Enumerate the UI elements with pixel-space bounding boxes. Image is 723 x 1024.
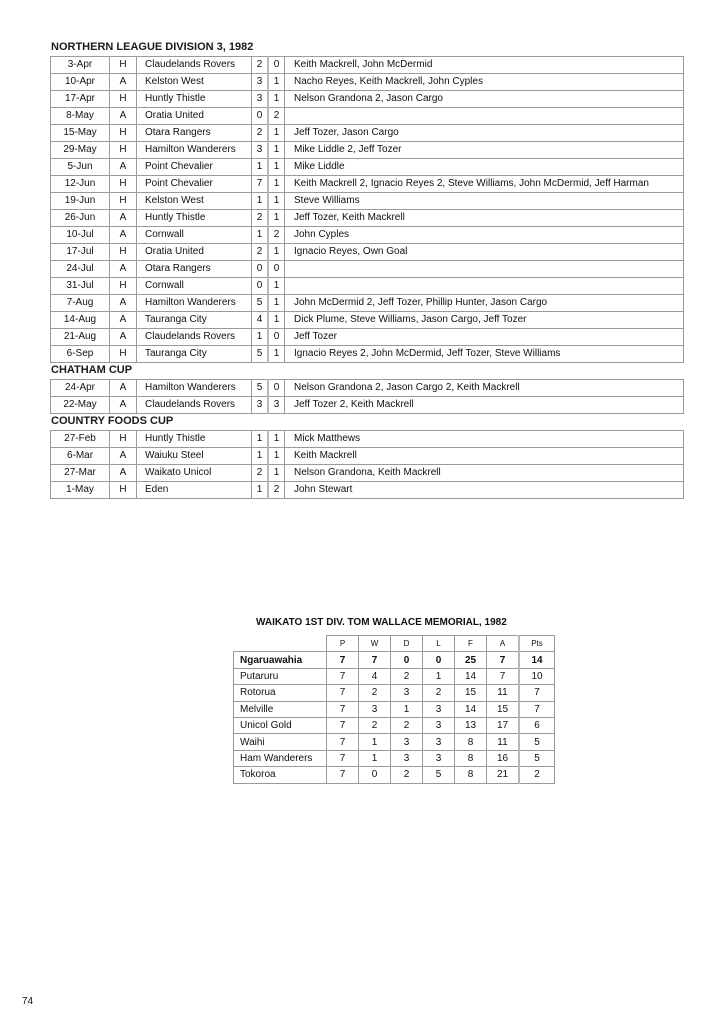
goals-against: 1	[268, 448, 285, 465]
goals-for: 2	[252, 210, 269, 227]
cell-pts: 5	[519, 750, 555, 766]
match-row	[51, 108, 684, 125]
goals-against: 1	[268, 346, 285, 363]
northern-league-title: NORTHERN LEAGUE DIVISION 3, 1982	[51, 41, 254, 53]
home-away: H	[110, 431, 137, 448]
cell-d: 2	[391, 717, 423, 733]
goals-against: 1	[268, 193, 285, 210]
opponent: Eden	[137, 482, 252, 499]
cell-a: 7	[487, 668, 520, 684]
opponent: Waiuku Steel	[137, 448, 252, 465]
match-row	[51, 244, 684, 261]
goal-scorers	[285, 108, 684, 125]
goals-against: 1	[268, 210, 285, 227]
goal-scorers: Nelson Grandona, Keith Mackrell	[285, 465, 684, 482]
cell-pts: 10	[519, 668, 555, 684]
league-table-row	[234, 701, 555, 717]
cell-l: 3	[423, 734, 455, 750]
goal-scorers: Nelson Grandona 2, Jason Cargo 2, Keith Mackrell	[285, 380, 684, 397]
goal-scorers: Jeff Tozer	[285, 329, 684, 346]
cell-w: 1	[359, 750, 391, 766]
goals-against: 0	[268, 261, 285, 278]
home-away: H	[110, 91, 137, 108]
cell-d: 0	[391, 652, 423, 668]
goals-for: 5	[252, 346, 269, 363]
match-date: 21-Aug	[51, 329, 110, 346]
goal-scorers: Keith Mackrell 2, Ignacio Reyes 2, Steve Williams, John McDermid, Jeff Harman	[285, 176, 684, 193]
match-row	[51, 346, 684, 363]
match-date: 27-Feb	[51, 431, 110, 448]
match-row	[51, 74, 684, 91]
match-date: 19-Jun	[51, 193, 110, 210]
match-date: 8-May	[51, 108, 110, 125]
home-away: H	[110, 244, 137, 261]
match-row	[51, 57, 684, 74]
match-row	[51, 329, 684, 346]
cell-l: 1	[423, 668, 455, 684]
cell-l: 3	[423, 717, 455, 733]
goals-for: 3	[252, 397, 269, 414]
cell-p: 7	[327, 717, 359, 733]
home-away: A	[110, 227, 137, 244]
match-row	[51, 91, 684, 108]
match-date: 17-Apr	[51, 91, 110, 108]
cell-pts: 14	[519, 652, 555, 668]
goal-scorers: Mick Matthews	[285, 431, 684, 448]
waikato-table-title: WAIKATO 1ST DIV. TOM WALLACE MEMORIAL, 1982	[256, 617, 507, 628]
cell-d: 1	[391, 701, 423, 717]
league-table-row	[234, 652, 555, 668]
cell-team: Unicol Gold	[234, 717, 327, 733]
chatham-cup-results-table	[50, 379, 684, 414]
goals-for: 3	[252, 74, 269, 91]
home-away: A	[110, 380, 137, 397]
northern-league-results-table	[50, 56, 684, 363]
cell-a: 16	[487, 750, 520, 766]
home-away: H	[110, 346, 137, 363]
goals-for: 1	[252, 448, 269, 465]
goal-scorers: Nacho Reyes, Keith Mackrell, John Cyples	[285, 74, 684, 91]
cell-p: 7	[327, 652, 359, 668]
cell-d: 3	[391, 685, 423, 701]
home-away: A	[110, 448, 137, 465]
match-date: 27-Mar	[51, 465, 110, 482]
match-date: 12-Jun	[51, 176, 110, 193]
goals-for: 3	[252, 91, 269, 108]
cell-team: Rotorua	[234, 685, 327, 701]
opponent: Kelston West	[137, 193, 252, 210]
match-row	[51, 312, 684, 329]
cell-l: 5	[423, 767, 455, 783]
goals-against: 1	[268, 142, 285, 159]
cell-d: 2	[391, 767, 423, 783]
goals-for: 2	[252, 125, 269, 142]
cell-team: Melville	[234, 701, 327, 717]
home-away: A	[110, 295, 137, 312]
cell-l: 3	[423, 701, 455, 717]
goals-for: 1	[252, 159, 269, 176]
goals-against: 2	[268, 108, 285, 125]
opponent: Hamilton Wanderers	[137, 142, 252, 159]
goal-scorers: Steve Williams	[285, 193, 684, 210]
home-away: A	[110, 108, 137, 125]
opponent: Tauranga City	[137, 346, 252, 363]
cell-w: 4	[359, 668, 391, 684]
league-table-header	[234, 636, 555, 652]
cell-l: 2	[423, 685, 455, 701]
match-row	[51, 193, 684, 210]
goal-scorers: Dick Plume, Steve Williams, Jason Cargo, Jeff Tozer	[285, 312, 684, 329]
home-away: A	[110, 74, 137, 91]
opponent: Tauranga City	[137, 312, 252, 329]
match-row	[51, 465, 684, 482]
opponent: Hamilton Wanderers	[137, 295, 252, 312]
goals-against: 0	[268, 329, 285, 346]
match-date: 29-May	[51, 142, 110, 159]
match-row	[51, 431, 684, 448]
chatham-cup-title: CHATHAM CUP	[51, 364, 133, 376]
home-away: H	[110, 278, 137, 295]
opponent: Oratia United	[137, 108, 252, 125]
match-row	[51, 227, 684, 244]
cell-w: 2	[359, 685, 391, 701]
cell-a: 21	[487, 767, 520, 783]
home-away: H	[110, 193, 137, 210]
cell-a: 15	[487, 701, 520, 717]
match-date: 5-Jun	[51, 159, 110, 176]
opponent: Huntly Thistle	[137, 210, 252, 227]
goal-scorers: Jeff Tozer, Jason Cargo	[285, 125, 684, 142]
cell-w: 2	[359, 717, 391, 733]
home-away: H	[110, 125, 137, 142]
goal-scorers: Keith Mackrell	[285, 448, 684, 465]
waikato-league-table	[233, 635, 555, 784]
match-date: 1-May	[51, 482, 110, 499]
cell-w: 7	[359, 652, 391, 668]
opponent: Point Chevalier	[137, 176, 252, 193]
goals-against: 0	[268, 380, 285, 397]
league-table-row	[234, 717, 555, 733]
home-away: A	[110, 261, 137, 278]
cell-f: 15	[455, 685, 487, 701]
goals-against: 3	[268, 397, 285, 414]
league-table-row	[234, 734, 555, 750]
goals-against: 2	[268, 482, 285, 499]
home-away: A	[110, 312, 137, 329]
cell-a: 11	[487, 685, 520, 701]
goals-for: 4	[252, 312, 269, 329]
cell-pts: 7	[519, 685, 555, 701]
match-date: 31-Jul	[51, 278, 110, 295]
goals-for: 2	[252, 465, 269, 482]
cell-d: 3	[391, 750, 423, 766]
opponent: Claudelands Rovers	[137, 397, 252, 414]
cell-a: 7	[487, 652, 520, 668]
goal-scorers: John Cyples	[285, 227, 684, 244]
goals-for: 0	[252, 108, 269, 125]
cell-team: Ngaruawahia	[234, 652, 327, 668]
goals-against: 1	[268, 176, 285, 193]
country-foods-cup-title: COUNTRY FOODS CUP	[51, 415, 174, 427]
match-date: 22-May	[51, 397, 110, 414]
cell-team: Putaruru	[234, 668, 327, 684]
opponent: Otara Rangers	[137, 261, 252, 278]
page-number: 74	[22, 996, 34, 1007]
cell-p: 7	[327, 767, 359, 783]
column-header: F	[455, 636, 487, 652]
goal-scorers: Mike Liddle	[285, 159, 684, 176]
league-table-row	[234, 668, 555, 684]
opponent: Otara Rangers	[137, 125, 252, 142]
cell-f: 8	[455, 750, 487, 766]
match-row	[51, 142, 684, 159]
goals-for: 1	[252, 431, 269, 448]
match-row	[51, 397, 684, 414]
cell-d: 2	[391, 668, 423, 684]
cell-f: 8	[455, 734, 487, 750]
match-row	[51, 380, 684, 397]
goals-against: 1	[268, 91, 285, 108]
match-date: 6-Mar	[51, 448, 110, 465]
column-header: L	[423, 636, 455, 652]
cell-pts: 6	[519, 717, 555, 733]
opponent: Huntly Thistle	[137, 91, 252, 108]
cell-team: Tokoroa	[234, 767, 327, 783]
opponent: Oratia United	[137, 244, 252, 261]
goals-for: 2	[252, 244, 269, 261]
goals-against: 1	[268, 465, 285, 482]
opponent: Huntly Thistle	[137, 431, 252, 448]
goal-scorers: Mike Liddle 2, Jeff Tozer	[285, 142, 684, 159]
match-row	[51, 448, 684, 465]
home-away: H	[110, 482, 137, 499]
match-date: 3-Apr	[51, 57, 110, 74]
match-row	[51, 210, 684, 227]
match-date: 15-May	[51, 125, 110, 142]
cell-pts: 2	[519, 767, 555, 783]
goal-scorers: John Stewart	[285, 482, 684, 499]
opponent: Cornwall	[137, 278, 252, 295]
cell-p: 7	[327, 750, 359, 766]
opponent: Kelston West	[137, 74, 252, 91]
home-away: H	[110, 176, 137, 193]
goal-scorers: Ignacio Reyes 2, John McDermid, Jeff Tozer, Steve Williams	[285, 346, 684, 363]
goals-against: 1	[268, 431, 285, 448]
match-date: 14-Aug	[51, 312, 110, 329]
cell-d: 3	[391, 734, 423, 750]
column-header: A	[487, 636, 520, 652]
column-header: Pts	[519, 636, 555, 652]
goal-scorers: Jeff Tozer, Keith Mackrell	[285, 210, 684, 227]
match-row	[51, 261, 684, 278]
home-away: A	[110, 397, 137, 414]
opponent: Claudelands Rovers	[137, 329, 252, 346]
goal-scorers	[285, 261, 684, 278]
goals-for: 2	[252, 57, 269, 74]
goals-against: 1	[268, 278, 285, 295]
goal-scorers: Keith Mackrell, John McDermid	[285, 57, 684, 74]
cell-w: 1	[359, 734, 391, 750]
home-away: A	[110, 210, 137, 227]
cell-p: 7	[327, 685, 359, 701]
match-row	[51, 278, 684, 295]
match-date: 17-Jul	[51, 244, 110, 261]
cell-f: 25	[455, 652, 487, 668]
goals-against: 1	[268, 159, 285, 176]
league-table-row	[234, 767, 555, 783]
column-header: P	[327, 636, 359, 652]
goals-for: 0	[252, 261, 269, 278]
home-away: H	[110, 57, 137, 74]
match-row	[51, 125, 684, 142]
cell-a: 17	[487, 717, 520, 733]
cell-pts: 7	[519, 701, 555, 717]
cell-p: 7	[327, 734, 359, 750]
goals-for: 3	[252, 142, 269, 159]
goal-scorers: Ignacio Reyes, Own Goal	[285, 244, 684, 261]
cell-f: 14	[455, 701, 487, 717]
header-blank	[234, 636, 327, 652]
goal-scorers: Jeff Tozer 2, Keith Mackrell	[285, 397, 684, 414]
cell-l: 0	[423, 652, 455, 668]
home-away: A	[110, 329, 137, 346]
opponent: Hamilton Wanderers	[137, 380, 252, 397]
goal-scorers: John McDermid 2, Jeff Tozer, Phillip Hunter, Jason Cargo	[285, 295, 684, 312]
goals-for: 0	[252, 278, 269, 295]
match-date: 10-Jul	[51, 227, 110, 244]
cell-w: 0	[359, 767, 391, 783]
goals-for: 1	[252, 193, 269, 210]
goals-against: 1	[268, 312, 285, 329]
goals-against: 1	[268, 74, 285, 91]
cell-f: 14	[455, 668, 487, 684]
goals-for: 1	[252, 227, 269, 244]
match-row	[51, 482, 684, 499]
cell-team: Ham Wanderers	[234, 750, 327, 766]
league-table-row	[234, 750, 555, 766]
cell-f: 8	[455, 767, 487, 783]
match-date: 6-Sep	[51, 346, 110, 363]
cell-f: 13	[455, 717, 487, 733]
column-header: D	[391, 636, 423, 652]
match-date: 24-Jul	[51, 261, 110, 278]
league-table-row	[234, 685, 555, 701]
cell-pts: 5	[519, 734, 555, 750]
goals-for: 7	[252, 176, 269, 193]
cell-a: 11	[487, 734, 520, 750]
goals-for: 1	[252, 329, 269, 346]
match-row	[51, 159, 684, 176]
home-away: A	[110, 159, 137, 176]
goal-scorers	[285, 278, 684, 295]
cell-team: Waihi	[234, 734, 327, 750]
opponent: Claudelands Rovers	[137, 57, 252, 74]
cell-w: 3	[359, 701, 391, 717]
cell-p: 7	[327, 701, 359, 717]
goals-against: 1	[268, 244, 285, 261]
opponent: Point Chevalier	[137, 159, 252, 176]
goals-against: 1	[268, 295, 285, 312]
match-date: 26-Jun	[51, 210, 110, 227]
country-foods-cup-results-table	[50, 430, 684, 499]
match-row	[51, 295, 684, 312]
opponent: Waikato Unicol	[137, 465, 252, 482]
cell-p: 7	[327, 668, 359, 684]
home-away: H	[110, 142, 137, 159]
goals-against: 0	[268, 57, 285, 74]
match-row	[51, 176, 684, 193]
goals-against: 1	[268, 125, 285, 142]
cell-l: 3	[423, 750, 455, 766]
home-away: A	[110, 465, 137, 482]
goal-scorers: Nelson Grandona 2, Jason Cargo	[285, 91, 684, 108]
opponent: Cornwall	[137, 227, 252, 244]
goals-for: 5	[252, 295, 269, 312]
goals-against: 2	[268, 227, 285, 244]
goals-for: 1	[252, 482, 269, 499]
column-header: W	[359, 636, 391, 652]
match-date: 10-Apr	[51, 74, 110, 91]
goals-for: 5	[252, 380, 269, 397]
match-date: 24-Apr	[51, 380, 110, 397]
match-date: 7-Aug	[51, 295, 110, 312]
